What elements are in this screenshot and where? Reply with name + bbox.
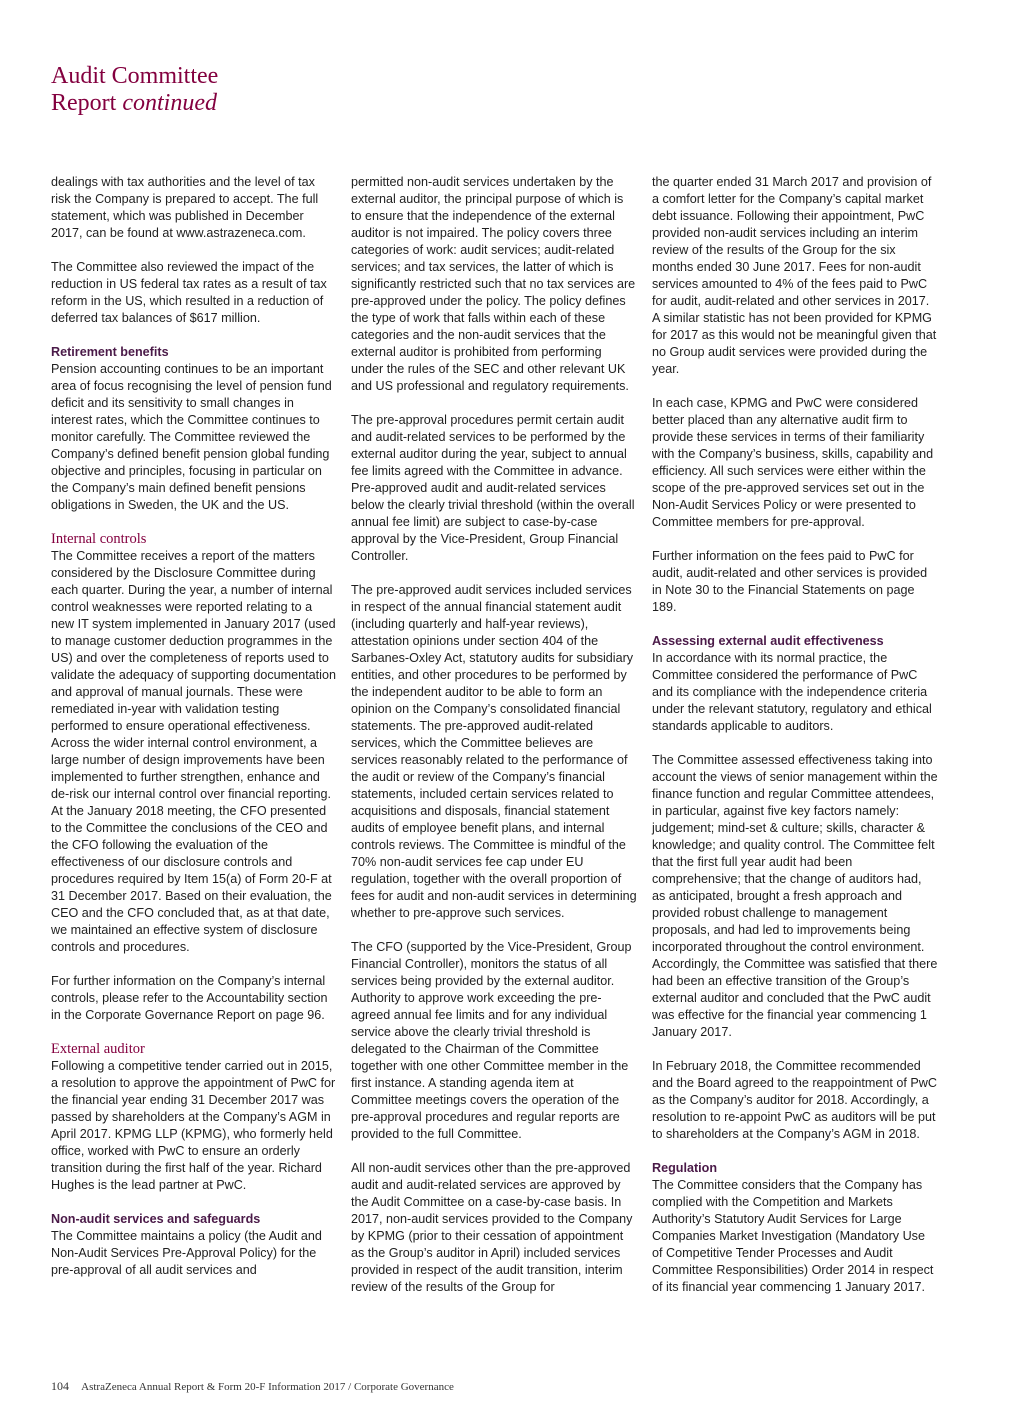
heading-retirement-benefits: Retirement benefits xyxy=(51,345,169,359)
paragraph: The pre-approved audit services included services in respect of the annual financial statement audit (including quarterly and half-year reviews), attestation opinions under section 404 of the Sarbanes-Oxley Act, statutory audits for subsidiary entities, and other procedures to be performed by the independent auditor to be able to form an opinion on the Company’s consolidated financial statements. The pre-approved audit-related services, which the Committee believes are services reasonably related to the performance of the audit or review of the Company’s financial statements, included certain services related to acquisitions and disposals, financial statement audits of employee benefit plans, and internal controls reviews. The Committee is mindful of the 70% non-audit services fee cap under EU regulation, together with the overall proportion of fees for audit and non-audit services in determining whether to pre-approve such services. xyxy=(351,583,637,920)
heading-regulation: Regulation xyxy=(652,1161,718,1175)
paragraph: dealings with tax authorities and the level of tax risk the Company is prepared to accept. The full statement, which was published in December 2017, can be found at www.astrazeneca.com. xyxy=(51,175,319,240)
heading-internal-controls: Internal controls xyxy=(51,531,147,547)
title-line-2 xyxy=(51,90,218,117)
paragraph: In each case, KPMG and PwC were considered better placed than any alternative audit firm to provide these services in terms of their familiarity with the Company’s business, skills, capability and efficiency. All such services were either within the scope of the pre-approved services set out in the Non-Audit Services Policy or were presented to Committee members for pre-approval. xyxy=(652,396,934,529)
paragraph: The Committee also reviewed the impact of the reduction in US federal tax rates as a result of tax reform in the US, which resulted in a reduction of deferred tax balances of $617 million. xyxy=(51,260,327,325)
page-footer xyxy=(51,1379,454,1394)
paragraph: All non-audit services other than the pre-approved audit and audit-related services are approved by the Audit Committee on a case-by-case basis. In 2017, non-audit services provided to the Company by KPMG (prior to their cessation of appointment as the Group’s auditor in April) included services provided in respect of the audit transition, interim review of the results of the Group for xyxy=(351,1161,633,1294)
paragraph: In February 2018, the Committee recommended and the Board agreed to the reappointment of PwC as the Company’s auditor for 2018. Accordingly, a resolution to re-appoint PwC as auditors will be put to shareholders at the Company’s AGM in 2018. xyxy=(652,1059,937,1141)
paragraph: The Committee assessed effectiveness taking into account the views of senior management within the finance function and regular Committee attendees, in particular, against five key factors namely: judgement; mind-set & culture; skills, character & knowledge; and quality control. The Committee felt that the first full year audit had been comprehensive; that the change of auditors had, as anticipated, brought a fresh approach and provided robust challenge to management proposals, and had led to improvements being incorporated throughout the control environment. Accordingly, the Committee was satisfied that there had been an effective transition of the Group’s external auditor and concluded that the PwC audit was effective for the financial year commencing 1 January 2017. xyxy=(652,753,938,1039)
paragraph: The CFO (supported by the Vice-President, Group Financial Controller), monitors the status of all services being provided by the external auditor. Authority to approve work exceeding the pre-agreed annual fee limits and for any individual service above the clearly trivial threshold is delegated to the Chairman of the Committee together with one other Committee member in the first instance. A standing agenda item at Committee meetings covers the operation of the pre-approval procedures and regular reports are provided to the full Committee. xyxy=(351,940,632,1141)
paragraph: Further information on the fees paid to PwC for audit, audit-related and other services is provided in Note 30 to the Financial Statements on page 189. xyxy=(652,549,928,614)
paragraph: The Committee considers that the Company has complied with the Competition and Markets Authority’s Statutory Audit Services for Large Companies Market Investigation (Mandatory Use of Competitive Tender Processes and Audit Committee Responsibilities) Order 2014 in respect of its financial year commencing 1 January 2017. xyxy=(652,1178,934,1294)
column-3 xyxy=(652,174,938,1296)
title-report: Report xyxy=(51,90,117,116)
footer-text: AstraZeneca Annual Report & Form 20-F Information 2017 / Corporate Governance xyxy=(81,1381,454,1393)
heading-external-auditor: External auditor xyxy=(51,1041,145,1057)
paragraph: the quarter ended 31 March 2017 and provision of a comfort letter for the Company’s capital market debt issuance. Following their appointment, PwC provided non-audit services including an interim review of the results of the Group for the six months ended 30 June 2017. Fees for non-audit services amounted to 4% of the fees paid to PwC for audit, audit-related and other services in 2017. A similar statistic has not been provided for KPMG for 2017 as this would not be meaningful given that no Group audit services were provided during the year. xyxy=(652,175,937,376)
page-title xyxy=(51,63,218,117)
paragraph: Following a competitive tender carried out in 2015, a resolution to approve the appointment of PwC for the financial year ending 31 December 2017 was passed by shareholders at the Company’s AGM in April 2017. KPMG LLP (KPMG), who formerly held office, worked with PwC to ensure an orderly transition during the first half of the year. Richard Hughes is the lead partner at PwC. xyxy=(51,1059,336,1192)
paragraph: For further information on the Company’s internal controls, please refer to the Accountability section in the Corporate Governance Report on page 96. xyxy=(51,974,328,1022)
heading-non-audit-services: Non-audit services and safeguards xyxy=(51,1212,261,1226)
column-1 xyxy=(51,174,337,1279)
paragraph: The Committee maintains a policy (the Audit and Non-Audit Services Pre-Approval Policy) for the pre-approval of all audit services and xyxy=(51,1229,322,1277)
page-number: 104 xyxy=(51,1379,69,1393)
paragraph: The pre-approval procedures permit certain audit and audit-related services to be performed by the external auditor during the year, subject to annual fee limits agreed with the Committee in advance. Pre-approved audit and audit-related services below the clearly trivial threshold (within the overall annual fee limit) are subject to case-by-case approval by the Vice-President, Group Financial Controller. xyxy=(351,413,635,563)
paragraph: The Committee receives a report of the matters considered by the Disclosure Committee during each quarter. During the year, a number of internal control weaknesses were reported relating to a new IT system implemented in January 2017 (used to manage customer deduction programmes in the US) and over the completeness of reports used to validate the adequacy of supporting documentation and approval of manual journals. These were remediated in-year with validation testing performed to ensure operational effectiveness. Across the wider internal control environment, a large number of design improvements have been implemented to further strengthen, enhance and de-risk our internal control over financial reporting. At the January 2018 meeting, the CFO presented to the Committee the conclusions of the CEO and the CFO following the evaluation of the effectiveness of our disclosure controls and procedures required by Item 15(a) of Form 20-F at 31 December 2017. Based on their evaluation, the CEO and the CFO concluded that, as at that date, we maintained an effective system of disclosure controls and procedures. xyxy=(51,549,336,954)
paragraph: In accordance with its normal practice, the Committee considered the performance of PwC and its compliance with the independence criteria under the relevant statutory, regulatory and ethical standards applicable to auditors. xyxy=(652,651,932,733)
column-2 xyxy=(351,174,637,1296)
heading-assessing-effectiveness: Assessing external audit effectiveness xyxy=(652,634,884,648)
title-line-1: Audit Committee xyxy=(51,63,219,89)
title-continued: continued xyxy=(122,90,217,116)
paragraph: permitted non-audit services undertaken by the external auditor, the principal purpose of which is to ensure that the independence of the external auditor is not impaired. The policy covers three categories of work: audit services; audit-related services; and tax services, the latter of which is significantly restricted such that no tax services are pre-approved under the policy. The policy defines the type of work that falls within each of these categories and the non-audit services that the external auditor is prohibited from performing under the rules of the SEC and other relevant UK and US professional and regulatory requirements. xyxy=(351,175,636,393)
paragraph: Pension accounting continues to be an important area of focus recognising the level of pension fund deficit and its sensitivity to small changes in interest rates, which the Committee continues to monitor carefully. The Committee reviewed the Company’s defined benefit pension global funding objective and principles, focusing in particular on the Company’s main defined benefit pensions obligations in Sweden, the UK and the US. xyxy=(51,362,332,512)
